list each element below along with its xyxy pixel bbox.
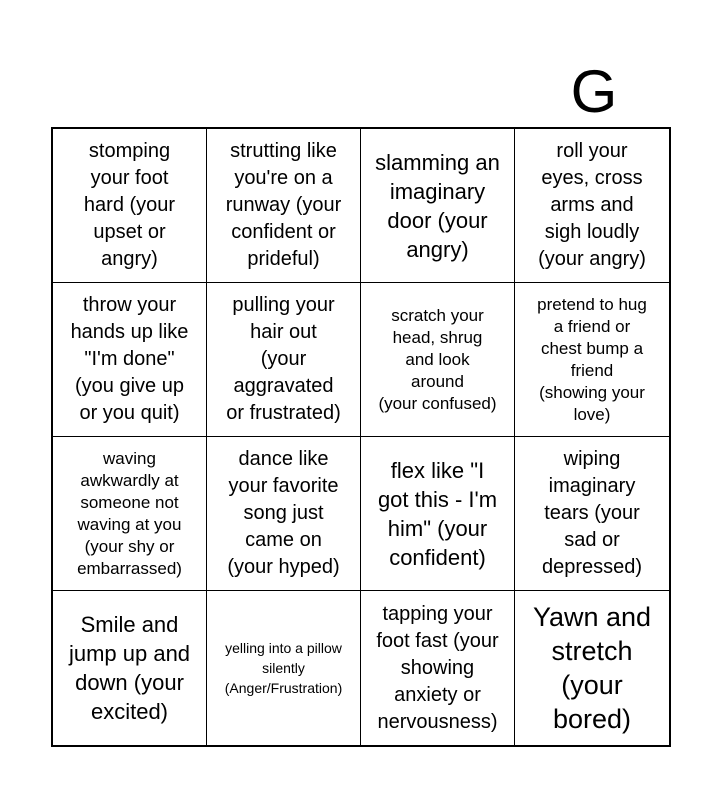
bingo-cell-2-3[interactable] [361,283,515,437]
bingo-cell-text: roll your eyes, cross arms and sigh loudly (your angry) [538,140,646,270]
bingo-header-letter-g: G [570,58,618,125]
bingo-cell-1-3[interactable] [361,129,515,283]
bingo-cell-3-3[interactable] [361,437,515,591]
bingo-cell-text: pretend to hug a friend or chest bump a friend (showing your love) [537,294,647,424]
bingo-cell-text: yelling into a pillow silently (Anger/Frustration) [224,640,343,696]
bingo-cell-text: Yawn and stretch (your bored) [532,602,652,734]
bingo-cell-1-4[interactable] [515,129,669,283]
bingo-cell-4-4[interactable] [515,591,669,745]
bingo-cell-4-3[interactable] [361,591,515,745]
bingo-cell-3-4[interactable] [515,437,669,591]
bingo-cell-3-1[interactable] [53,437,207,591]
bingo-cell-3-2[interactable] [207,437,361,591]
bingo-cell-text: throw your hands up like "I'm done" (you give up or you quit) [70,294,189,424]
bingo-cell-text: strutting like you're on a runway (your confident or prideful) [225,140,342,270]
bingo-cell-2-2[interactable] [207,283,361,437]
bingo-cell-text: stomping your foot hard (your upset or angry) [83,140,176,270]
bingo-board [51,127,671,747]
bingo-cell-text: wiping imaginary tears (your sad or depressed) [541,448,643,578]
bingo-cell-text: dance like your favorite song just came on (your hyped) [227,448,340,578]
bingo-cell-text: tapping your foot fast (your showing anxiety or nervousness) [376,602,499,733]
bingo-cell-text: scratch your head, shrug and look around (your confused) [378,305,497,413]
bingo-cell-1-1[interactable] [53,129,207,283]
bingo-cell-text: slamming an imaginary door (your angry) [375,149,500,262]
bingo-cell-4-2[interactable] [207,591,361,745]
bingo-cell-text: pulling your hair out (your aggravated or frustrated) [226,294,341,424]
bingo-cell-text: flex like "I got this - I'm him" (your confident) [377,457,498,570]
bingo-cell-2-4[interactable] [515,283,669,437]
bingo-cell-1-2[interactable] [207,129,361,283]
bingo-cell-2-1[interactable] [53,283,207,437]
bingo-cell-4-1[interactable] [53,591,207,745]
bingo-cell-text: Smile and jump up and down (your excited) [68,612,191,724]
bingo-cell-text: waving awkwardly at someone not waving at you (your shy or embarrassed) [77,448,182,578]
